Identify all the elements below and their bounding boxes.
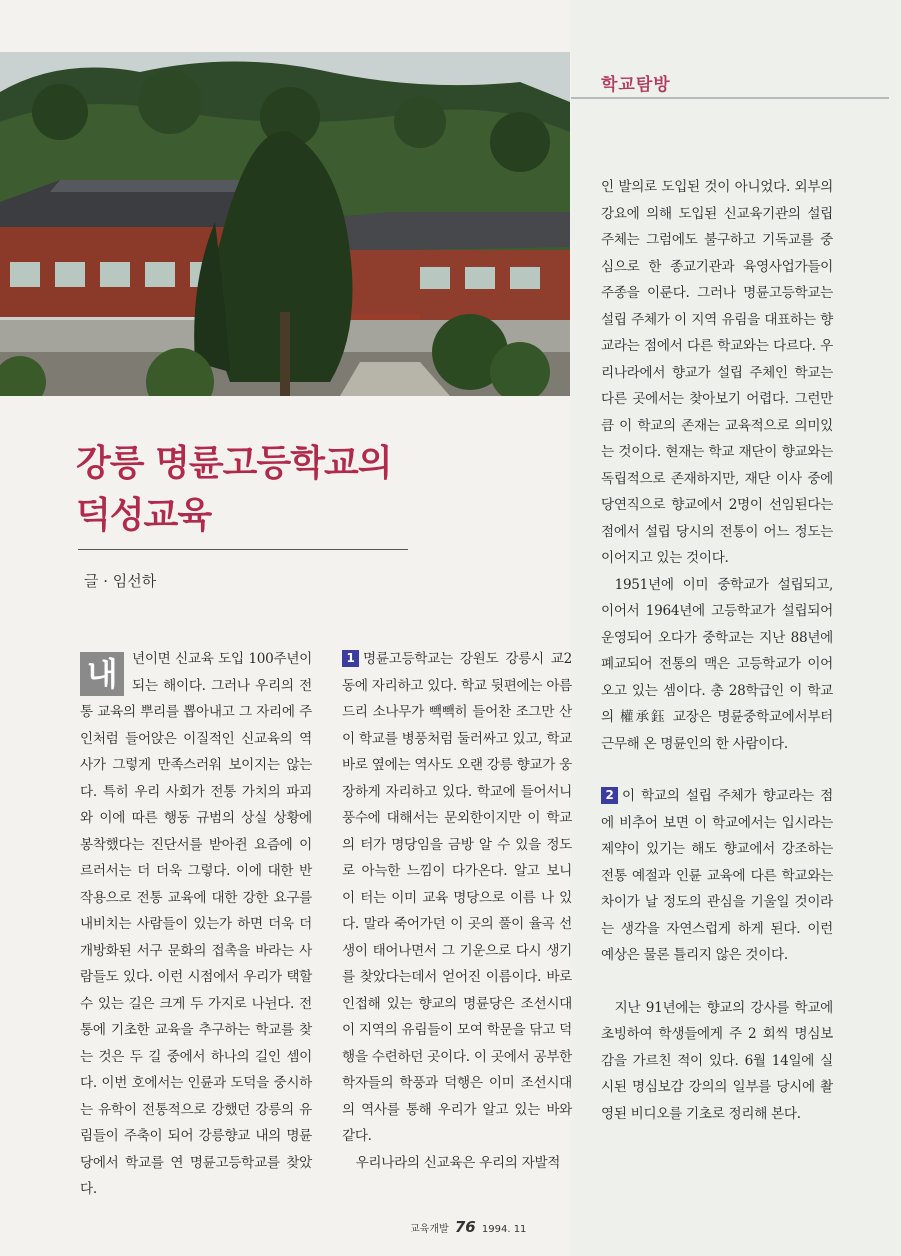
spacer xyxy=(601,757,833,783)
section-number-1: 1 xyxy=(342,650,359,667)
column-2 xyxy=(342,646,572,1176)
page-number: 76 xyxy=(454,1218,476,1236)
dropcap: 내 xyxy=(80,652,124,696)
section-1-paragraph xyxy=(342,646,572,1150)
section-rule xyxy=(571,97,889,99)
paragraph: 지난 91년에는 향교의 강사를 학교에 초빙하여 학생들에게 주 2 회씩 명심보감을 가르친 적이 있다. 6월 14일에 실시된 명심보감 강의의 일부를 당시에 촬영된 비디오를 기초로 정리해 본다. xyxy=(601,999,833,1122)
paragraph: 1951년에 이미 중학교가 설립되고, 이어서 1964년에 고등학교가 설립되어 운영되어 오다가 중학교는 지난 88년에 폐교되어 전통의 맥은 고등학교가 이어오고 있는 셈이다. 총 28학급인 이 학교의 權承鈺 교장은 명륜중학교에서부터 근무해 온 명륜인의 한 사람이다. xyxy=(601,576,833,752)
paragraph: 우리나라의 신교육은 우리의 자발적 xyxy=(355,1154,561,1171)
journal-name: 교육개발 xyxy=(410,1224,449,1235)
title-line-1: 강릉 명륜고등학교의 xyxy=(76,443,392,484)
column-3 xyxy=(601,174,833,1127)
intro-text: 년이면 신교육 도입 100주년이 되는 해이다. 그러나 우리의 전통 교육의 뿌리를 뽑아내고 그 자리에 주인처럼 들어앉은 이질적인 신교육의 역사가 그렇게 만족스러워 보이지는 않는다. 특히 우리 사회가 전통 가치의 파괴와 이에 따른 행동 규범의 상실 상황에 봉착했다는 진단서를 받아쥔 요즘에 이르러서는 더 더욱 그렇다. 이에 대한 반작용으로 전통 교육에 대한 강한 요구를 내비치는 사람들이 있는가 하면 더욱 더 개방화된 서구 문화의 접촉을 바라는 사람들도 있다. 이런 시점에서 우리가 택할 수 있는 길은 크게 두 가지로 나뉜다. 전통에 기초한 교육을 추구하는 학교를 찾는 것은 두 길 중에서 하나의 길인 셈이다. 이번 호에서는 인륜과 도덕을 중시하는 유학이 전통적으로 강했던 강릉의 유림들이 주축이 되어 강릉향교 내의 명륜당에서 학교를 연 명륜고등학교를 찾았다. xyxy=(80,651,312,1197)
byline: 글 · 임선하 xyxy=(84,572,157,590)
page-footer xyxy=(410,1218,526,1236)
title-rule xyxy=(78,549,408,550)
section-2-text: 이 학교의 설립 주체가 향교라는 점에 비추어 보면 이 학교에서는 입시라는 제약이 있기는 해도 향교에서 강조하는 전통 예절과 인륜 교육에 다른 학교와는 차이가 날 정도의 관심을 기울일 것이라는 생각을 자연스럽게 하게 된다. 이런 예상은 물론 틀리지 않은 것이다. xyxy=(601,788,833,963)
spacer xyxy=(601,969,833,995)
section-2-paragraph xyxy=(601,783,833,969)
section-number-2: 2 xyxy=(601,787,618,804)
intro-paragraph xyxy=(80,646,312,1203)
paragraph: 인 발의로 도입된 것이 아니었다. 외부의 강요에 의해 도입된 신교육기관의 설립 주체는 그럼에도 불구하고 기독교를 중심으로 한 종교기관과 육영사업가들이 주종을 이룬다. 그러나 명륜고등학교는 설립 주체가 이 지역 유림을 대표하는 향교라는 점에서 다른 학교와는 다르다. 우리나라에서 향교가 설립 주체인 학교는 다른 곳에서는 찾아보기 어렵다. 그런만큼 이 학교의 존재는 교육적으로 의미있는 것이다. 현재는 학교 재단이 향교와는 독립적으로 존재하지만, 재단 이사 중에 당연직으로 향교에서 2명이 선임된다는 점에서 설립 당시의 전통이 어느 정도는 이어지고 있는 것이다. xyxy=(601,179,833,566)
section-1-text: 명륜고등학교는 강원도 강릉시 교2동에 자리하고 있다. 학교 뒷편에는 아름드리 소나무가 빽빽히 들어찬 조그만 산이 학교를 병풍처럼 둘러싸고 있고, 학교 바로 옆에는 역사도 오랜 강릉 향교가 웅장하게 자리하고 있다. 학교에 들어서니 풍수에 대해서는 문외한이지만 이 학교의 터가 명당임을 금방 알 수 있을 정도로 아늑한 느낌이 다가온다. 알고 보니 이 터는 이미 교육 명당으로 이름 나 있다. 말라 죽어가던 이 곳의 풀이 율곡 선생이 태어나면서 그 기운으로 다시 생기를 찾았다는데서 얻어진 이름이다. 바로 인접해 있는 향교의 명륜당은 조선시대 이 지역의 유림들이 모여 학문을 닦고 덕행을 수련하던 곳이다. 이 곳에서 공부한 학자들의 학풍과 덕행은 이미 조선시대의 역사를 통해 우리가 알고 있는 바와 같다. xyxy=(342,651,572,1144)
title-line-2: 덕성교육 xyxy=(76,495,212,536)
issue-date: 1994. 11 xyxy=(481,1224,527,1235)
hyanggyo-photo xyxy=(0,52,570,396)
section-tag: 학교탐방 xyxy=(601,75,671,95)
school-building-image xyxy=(0,52,570,396)
column-1 xyxy=(80,646,312,1203)
article-title xyxy=(76,438,456,542)
